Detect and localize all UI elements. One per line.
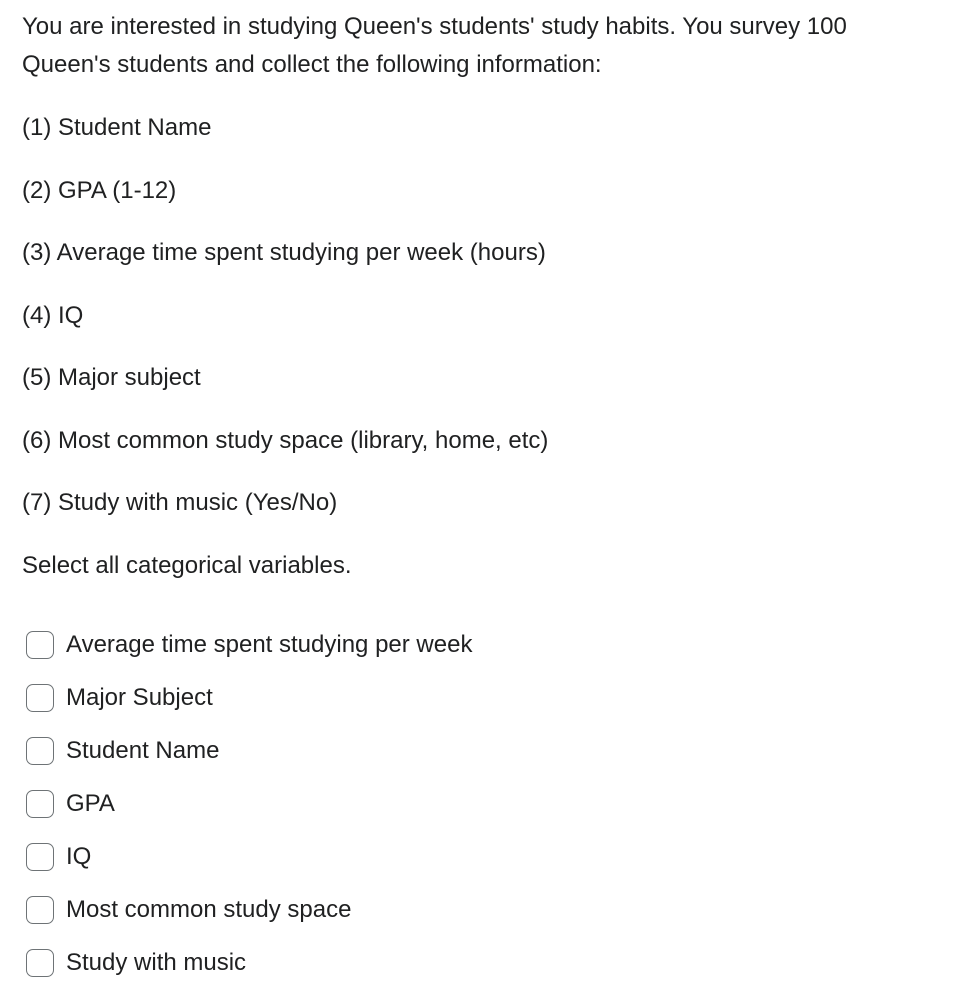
option-study-space[interactable] bbox=[26, 883, 472, 936]
option-iq[interactable] bbox=[26, 830, 472, 883]
variable-item-7: (7) Study with music (Yes/No) bbox=[22, 489, 338, 516]
question-prompt: Select all categorical variables. bbox=[22, 552, 352, 579]
option-study-with-music[interactable] bbox=[26, 936, 472, 989]
option-gpa[interactable] bbox=[26, 777, 472, 830]
variable-item-2: (2) GPA (1-12) bbox=[22, 177, 177, 204]
option-label[interactable]: Average time spent studying per week bbox=[66, 630, 473, 658]
checkbox-major-subject[interactable] bbox=[26, 684, 54, 712]
variable-item-3: (3) Average time spent studying per week (hours) bbox=[22, 239, 546, 266]
checkbox-iq[interactable] bbox=[26, 843, 54, 871]
checkbox-study-space[interactable] bbox=[26, 896, 54, 924]
option-major-subject[interactable] bbox=[26, 671, 472, 724]
answer-options bbox=[26, 618, 472, 989]
checkbox-study-with-music[interactable] bbox=[26, 949, 54, 977]
variable-item-5: (5) Major subject bbox=[22, 364, 201, 391]
option-label[interactable]: IQ bbox=[66, 842, 92, 870]
variable-item-6: (6) Most common study space (library, home, etc) bbox=[22, 427, 549, 454]
option-label[interactable]: Most common study space bbox=[66, 895, 352, 923]
variable-item-4: (4) IQ bbox=[22, 302, 84, 329]
question-intro: You are interested in studying Queen's students' study habits. You survey 100 Queen's students and collect the following information: bbox=[22, 13, 847, 78]
option-average-time[interactable] bbox=[26, 618, 472, 671]
checkbox-student-name[interactable] bbox=[26, 737, 54, 765]
variable-item-1: (1) Student Name bbox=[22, 114, 212, 141]
checkbox-average-time[interactable] bbox=[26, 631, 54, 659]
option-label[interactable]: Student Name bbox=[66, 736, 220, 764]
checkbox-gpa[interactable] bbox=[26, 790, 54, 818]
option-student-name[interactable] bbox=[26, 724, 472, 777]
question-block bbox=[22, 8, 932, 579]
option-label[interactable]: Study with music bbox=[66, 948, 247, 976]
option-label[interactable]: GPA bbox=[66, 789, 115, 817]
option-label[interactable]: Major Subject bbox=[66, 683, 213, 711]
